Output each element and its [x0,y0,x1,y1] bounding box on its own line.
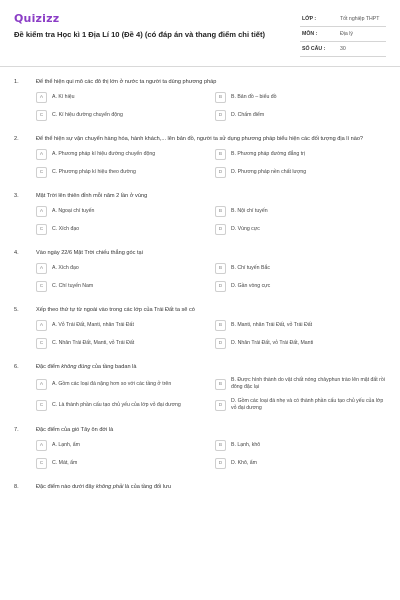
meta-key: SỐ CÂU : [302,46,326,52]
question-4 [14,249,386,292]
question-2 [14,135,386,178]
option-c[interactable] [36,281,207,292]
meta-key: LỚP : [302,16,317,22]
option-letter: D [215,110,226,121]
option-text: C. Nhân Trái Đất, Manti, vỏ Trái Đất [52,340,135,346]
question-list [14,78,386,497]
question-text: Mặt Trời lên thiên đỉnh mỗi năm 2 lần ở vùng [36,193,148,199]
question-text: Vào ngày 22/6 Mặt Trời chiếu thẳng góc tại [36,250,143,256]
option-letter: C [36,281,47,292]
option-b[interactable] [215,377,386,391]
option-text: B. Manti, nhân Trái Đất, vỏ Trái Đất [231,322,313,328]
question-text: Để thể hiện sự vận chuyển hàng hóa, hành khách,... lên bản đồ, người ta sử dụng phương pháp biểu hiện các đối tượng địa lí nào? [36,136,364,142]
option-text: A. Xích đạo [52,265,79,271]
option-letter: D [215,400,226,411]
option-text: C. Phương pháp kí hiệu theo đường [52,169,136,175]
question-number: 1. [14,79,19,85]
option-c[interactable] [36,167,207,178]
question-text-emphasis: không phải [95,484,124,490]
option-b[interactable] [215,440,386,451]
option-letter: D [215,338,226,349]
option-letter: B [215,206,226,217]
question-number: 2. [14,136,19,142]
option-text: B. Lạnh, khô [231,442,261,448]
option-text: A. Phương pháp kí hiệu đường chuyển động [52,151,156,157]
meta-value: Địa lý [340,31,353,37]
question-text-start: Đặc điểm nào dưới đây [36,484,96,490]
option-letter: A [36,149,47,160]
option-text: B. Bản đồ – biểu đồ [231,94,277,100]
option-d[interactable] [215,167,386,178]
question-number: 8. [14,484,19,490]
worksheet-header [14,12,386,60]
meta-row-class [300,12,386,27]
option-b[interactable] [215,149,386,160]
quizizz-logo: Quizizz [14,12,60,25]
question-text [36,363,386,371]
option-letter: A [36,320,47,331]
meta-row-subject [300,27,386,42]
option-text: A. Lạnh, ẩm [52,442,80,448]
option-d[interactable] [215,458,386,469]
option-text: D. Nhân Trái Đất, vỏ Trái Đất, Manti [231,340,314,346]
option-b[interactable] [215,92,386,103]
option-letter: A [36,440,47,451]
option-letter: B [215,379,226,390]
header-divider [0,66,400,67]
question-text: Xếp theo thứ tự từ ngoài vào trong các lớp của Trái Đất ta sẽ có [36,307,195,313]
option-text: C. Chí tuyến Nam [52,283,94,289]
option-letter: C [36,167,47,178]
question-text-end: của tầng badan là [90,364,137,370]
option-a[interactable] [36,377,207,391]
meta-value: Tốt nghiệp THPT [340,16,380,22]
option-text: B. Chí tuyến Bắc [231,265,270,271]
question-text-end: là của tầng đối lưu [123,484,171,490]
question-number: 7. [14,427,19,433]
option-letter: C [36,458,47,469]
option-letter: D [215,167,226,178]
option-text: D. Phương pháp nền chất lượng [231,169,307,175]
question-number: 6. [14,364,19,370]
option-letter: B [215,149,226,160]
option-letter: B [215,440,226,451]
worksheet-title: Đề kiểm tra Học kì 1 Địa Lí 10 (Đề 4) (có đáp án và thang điểm chi tiết) [14,30,266,39]
option-b[interactable] [215,206,386,217]
question-1 [14,78,386,121]
option-b[interactable] [215,320,386,331]
option-letter: D [215,458,226,469]
option-letter: A [36,92,47,103]
option-c[interactable] [36,338,207,349]
option-a[interactable] [36,206,207,217]
option-text: D. Chấm điểm [231,112,265,118]
option-a[interactable] [36,440,207,451]
option-a[interactable] [36,263,207,274]
question-text: Để thể hiện qui mô các đô thị lớn ở nước ta người ta dùng phương pháp [36,79,217,85]
question-text-emphasis: không đúng [61,364,91,370]
option-letter: A [36,206,47,217]
question-number: 3. [14,193,19,199]
option-text: C. Kí hiệu đường chuyển động [52,112,123,118]
meta-row-count [300,42,386,57]
question-number: 5. [14,307,19,313]
option-letter: D [215,281,226,292]
meta-key: MÔN : [302,31,318,37]
question-5 [14,306,386,349]
option-text: B. Nội chí tuyến [231,208,268,214]
question-8 [14,483,386,491]
option-text: B. Được hình thành do vật chất nóng chảyphun trào lên mặt đất rồi đông đặc lại [231,377,385,390]
question-7 [14,426,386,469]
meta-value: 30 [340,46,346,52]
option-letter: A [36,263,47,274]
option-letter: C [36,338,47,349]
option-text: D. Gồm các loại đá nhẹ và có thành phần cấu tạo chủ yếu của lớp vỏ đại dương [231,398,384,411]
option-text: A. Vỏ Trái Đất, Manti, nhân Trái Đất [52,322,134,328]
option-d[interactable] [215,224,386,235]
option-a[interactable] [36,149,207,160]
question-text: Đặc điểm của gió Tây ôn đới là [36,427,114,433]
option-letter: B [215,263,226,274]
option-d[interactable] [215,338,386,349]
option-d[interactable] [215,110,386,121]
option-text: D. Gần vòng cực [231,283,271,289]
option-text: D. Khô, ẩm [231,460,257,466]
question-text-start: Đặc điểm [36,364,62,370]
option-letter: C [36,224,47,235]
option-letter: C [36,110,47,121]
question-number: 4. [14,250,19,256]
option-c[interactable] [36,398,207,412]
option-c[interactable] [36,110,207,121]
option-letter: D [215,224,226,235]
option-b[interactable] [215,263,386,274]
option-text: C. Là thành phần cấu tạo chủ yếu của lớp vỏ đại dương [52,401,181,408]
question-6 [14,363,386,412]
worksheet-meta [300,12,386,57]
option-letter: B [215,92,226,103]
option-text: A. Kí hiệu [52,94,75,100]
option-a[interactable] [36,92,207,103]
option-a[interactable] [36,320,207,331]
option-text: C. Xích đạo [52,226,80,232]
option-text: B. Phương pháp đường đẳng trị [231,151,306,157]
option-letter: B [215,320,226,331]
option-d[interactable] [215,281,386,292]
option-d[interactable] [215,398,386,412]
option-letter: A [36,379,47,390]
option-text: A. Gồm các loại đá nặng hơn so với các tầng ở trên [52,380,172,387]
option-text: C. Mát, ẩm [52,460,78,466]
question-3 [14,192,386,235]
option-text: A. Ngoại chí tuyến [52,208,95,214]
option-c[interactable] [36,458,207,469]
question-text [36,483,386,491]
option-text: D. Vùng cực [231,226,260,232]
option-c[interactable] [36,224,207,235]
option-letter: C [36,400,47,411]
